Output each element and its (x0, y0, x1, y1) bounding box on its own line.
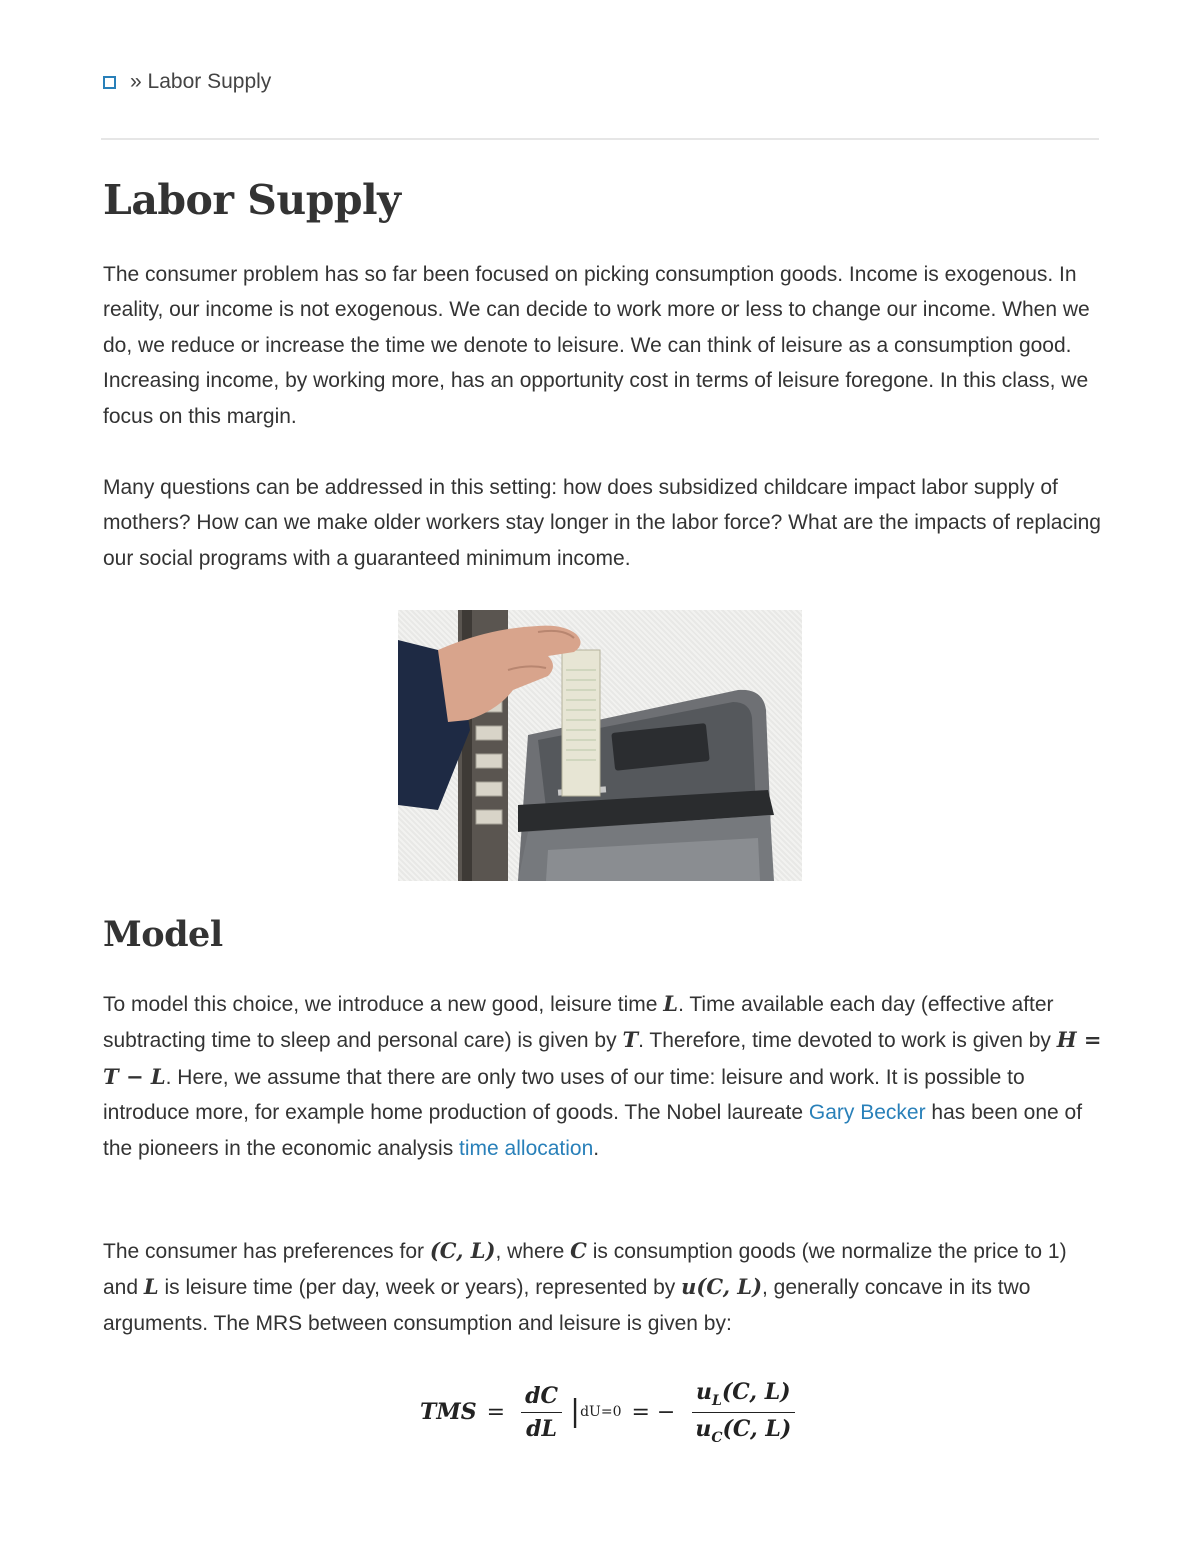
page-title: Labor Supply (103, 176, 401, 224)
section-heading-model: Model (103, 914, 223, 955)
eq-equals-minus: = − (631, 1399, 676, 1425)
text-segment: . Therefore, time devoted to work is given by (638, 1029, 1057, 1053)
link-time-allocation[interactable]: time allocation (459, 1136, 594, 1160)
link-gary-becker[interactable]: Gary Becker (808, 1101, 926, 1125)
intro-paragraph-1: The consumer problem has so far been focused on picking consumption goods. Income is exogenous. In reality, our income is not exogenous. We can decide to work more or less to change our income. When we do, we reduce or increase the time we denote to leisure. We can think of leisure as a consumption good. Increasing income, by working more, has an opportunity cost in terms of leisure foregone. In this class, we focus on this margin. (103, 263, 1090, 428)
text-segment: is leisure time (per day, week or years), represented by (158, 1276, 682, 1300)
eq-sub-C: C (711, 1429, 723, 1446)
eq-sub-L: L (712, 1392, 722, 1409)
math-pair: (C, L) (429, 1238, 496, 1263)
text-segment: , where (495, 1240, 571, 1263)
math-L: L (663, 991, 679, 1016)
eq-fraction-marginal-utilities (691, 1379, 795, 1446)
math-C: C (570, 1238, 587, 1263)
math-L: L (143, 1274, 159, 1300)
eq-numerator: dC (521, 1383, 562, 1413)
model-paragraph-2 (103, 1233, 1103, 1341)
time-card (562, 650, 600, 796)
text-segment: is consumption goods (we normalize the price to 1) and (103, 1240, 1067, 1300)
time-clock-illustration (398, 610, 802, 881)
text-segment: has been one of the pioneers in the economic analysis (103, 1101, 1083, 1160)
eq-args: (C, L) (721, 1378, 791, 1405)
eq-fraction-derivative (521, 1383, 562, 1442)
header-divider (101, 138, 1099, 140)
math-T: T (622, 1027, 639, 1053)
text-segment: . Here, we assume that there are only two uses of our time: leisure and work. It is possible to introduce more, for example home production of goods. The Nobel laureate (103, 1065, 1025, 1125)
model-paragraph-1 (103, 986, 1103, 1166)
text-segment: , generally concave in its two arguments. The MRS between consumption and leisure is given by: (103, 1276, 1031, 1335)
time-clock-photo (398, 610, 802, 881)
eq-denominator: dL (526, 1415, 557, 1442)
intro-paragraph-2: Many questions can be addressed in this setting: how does subsidized childcare impact labor supply of mothers? How can we make older workers stay longer in the labor force? What are the impacts of replacing our social programs with a guaranteed minimum income. (103, 476, 1101, 570)
text-segment: The consumer has preferences for (103, 1240, 430, 1263)
eq-args: (C, L) (722, 1415, 792, 1442)
text-segment: To model this choice, we introduce a new good, leisure time (103, 993, 664, 1016)
breadcrumb-separator: » (130, 70, 142, 93)
breadcrumb (103, 70, 271, 94)
home-icon[interactable] (103, 76, 116, 89)
eq-equals: = (486, 1399, 506, 1425)
eq-u: u (696, 1378, 713, 1405)
math-utility: u(C, L) (681, 1274, 763, 1300)
mrs-equation (420, 1372, 801, 1452)
eq-evaluation-bar: | (569, 1394, 581, 1429)
eq-u: u (695, 1415, 712, 1442)
eq-denominator-uC (691, 1413, 795, 1446)
eq-condition: dU=0 (580, 1404, 622, 1420)
text-segment: . (593, 1136, 600, 1160)
eq-lhs: TMS (420, 1399, 477, 1425)
text-segment: . Time available each day (effective after subtracting time to sleep and personal care) is given by (103, 993, 1054, 1053)
math-work-equation: H = T − L (103, 1027, 1102, 1089)
breadcrumb-current: Labor Supply (147, 70, 272, 93)
eq-numerator-uL (692, 1379, 795, 1413)
